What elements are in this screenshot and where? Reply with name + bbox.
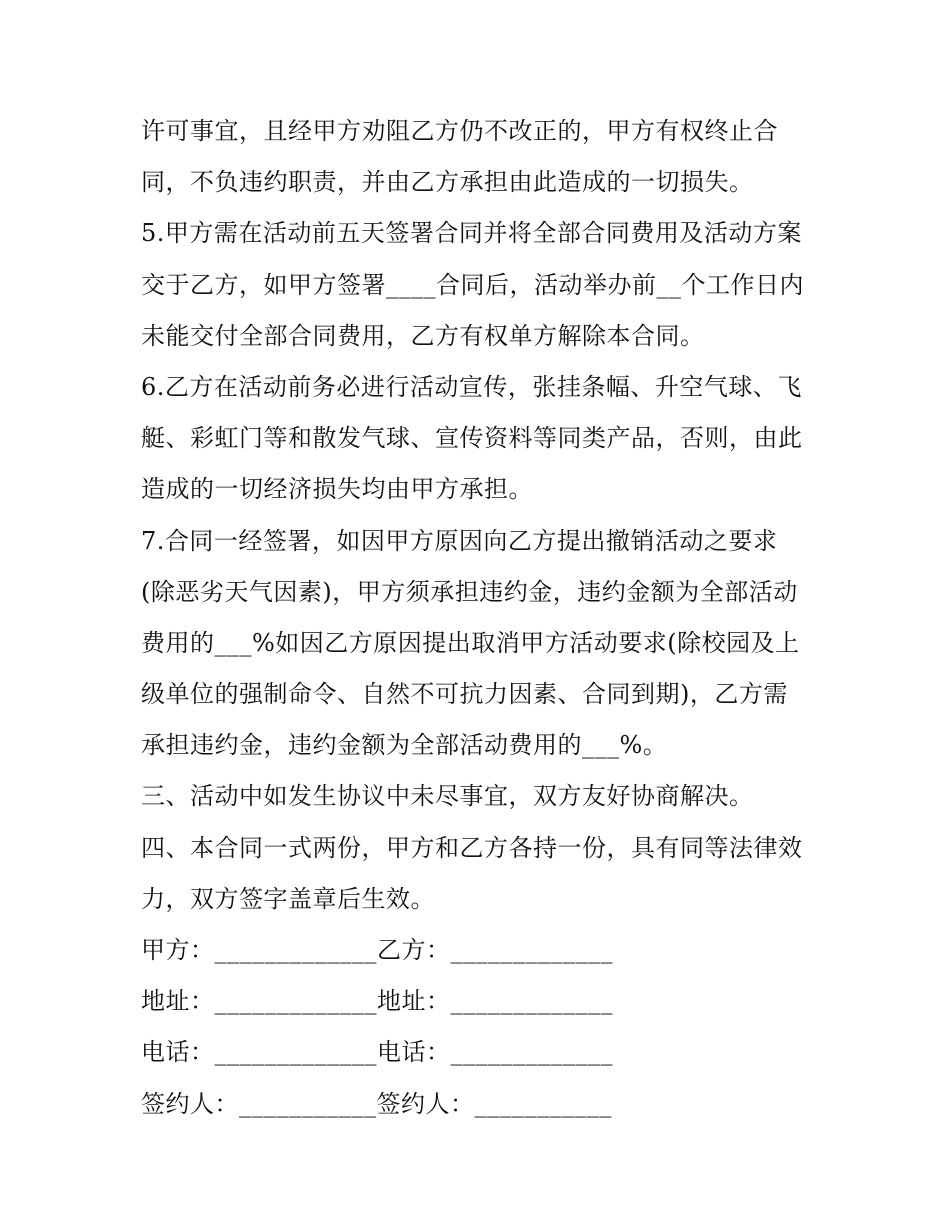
signature-phone-row: 电话：_____________电话：_____________ — [141, 1038, 613, 1067]
clause-7-line: 承担违约金，违约金额为全部活动费用的___%。 — [141, 731, 668, 760]
clause-6-line: 艇、彩虹门等和散发气球、宣传资料等同类产品，否则，由此 — [141, 424, 803, 453]
section-3-line: 三、活动中如发生协议中未尽事宜，双方友好协商解决。 — [141, 782, 754, 811]
clause-7-line: 级单位的强制命令、自然不可抗力因素、合同到期)，乙方需 — [141, 680, 788, 709]
signature-address-row: 地址：_____________地址：_____________ — [141, 987, 613, 1016]
section-4-line: 力，双方签字盖章后生效。 — [141, 884, 435, 913]
clause-5-line: 未能交付全部合同费用，乙方有权单方解除本合同。 — [141, 321, 705, 350]
signature-signer-row: 签约人：___________签约人：___________ — [141, 1089, 612, 1118]
clause-5-line: 5.甲方需在活动前五天签署合同并将全部合同费用及活动方案 — [141, 219, 802, 248]
clause-6-line: 造成的一切经济损失均由甲方承担。 — [141, 475, 533, 504]
clause-7-line: 7.合同一经签署，如因甲方原因向乙方提出撤销活动之要求 — [141, 526, 778, 555]
clause-6-line: 6.乙方在活动前务必进行活动宣传，张挂条幅、升空气球、飞 — [141, 372, 802, 401]
clause-7-line: 费用的___%如因乙方原因提出取消甲方活动要求(除校园及上 — [141, 628, 800, 657]
clause-5-line: 交于乙方，如甲方签署____合同后，活动举办前__个工作日内 — [141, 270, 804, 299]
paragraph-line: 同，不负违约职责，并由乙方承担由此造成的一切损失。 — [141, 168, 754, 197]
signature-party-row: 甲方：_____________乙方：_____________ — [141, 936, 613, 964]
section-4-line: 四、本合同一式两份，甲方和乙方各持一份，具有同等法律效 — [141, 833, 803, 862]
contract-body — [141, 106, 821, 1130]
paragraph-line: 许可事宜，且经甲方劝阻乙方仍不改正的，甲方有权终止合 — [141, 117, 778, 145]
clause-7-line: (除恶劣天气因素)，甲方须承担违约金，违约金额为全部活动 — [141, 577, 798, 606]
